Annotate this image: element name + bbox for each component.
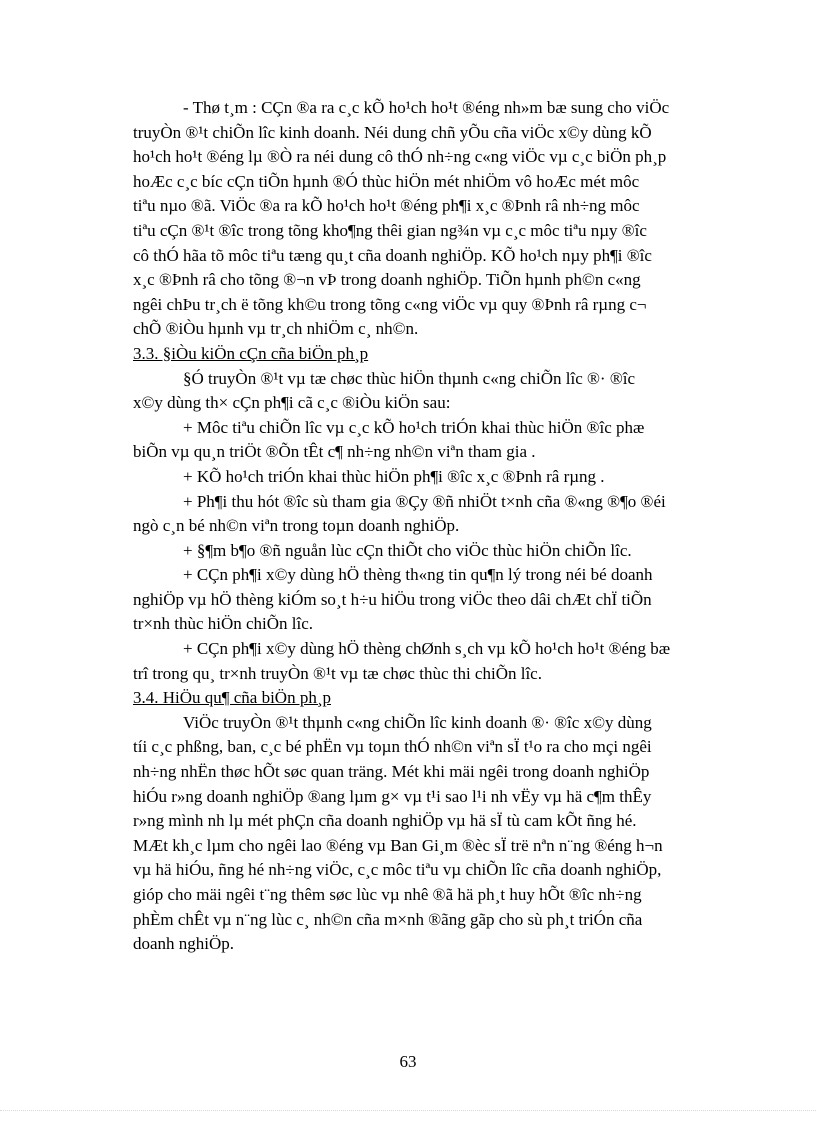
paragraph (133, 96, 753, 342)
section-heading: 3.4. HiÖu qu¶ cña biÖn ph¸p (133, 688, 331, 708)
paragraph (133, 490, 753, 539)
text-line: nh÷ng nhËn thøc hÕt søc quan träng. Mét khi mäi ngêi trong doanh nghiÖp (133, 762, 650, 782)
text-line: + CÇn ph¶i x©y dùng hÖ thèng chØnh s¸ch vµ kÕ ho¹ch ho¹t ®éng bæ (183, 639, 671, 659)
paragraph (133, 465, 753, 490)
text-line: ViÖc truyÒn ®¹t thµnh c«ng chiÕn lîc kinh doanh ®· ®îc x©y dùng (183, 712, 652, 732)
text-line: chÕ ®iÒu hµnh vµ tr¸ch nhiÖm c¸ nh©n. (133, 319, 419, 339)
text-line: ho¹ch ho¹t ®éng lµ ®Ò ra néi dung cô thÓ nh÷ng c«ng viÖc vµ c¸c biÖn ph¸p (133, 147, 667, 167)
text-line: r»ng mình nh lµ mét phÇn cña doanh nghiÖp vµ hä sÏ tù cam kÕt ñng hé. (133, 811, 637, 831)
text-line: + Môc tiªu chiÕn lîc vµ c¸c kÕ ho¹ch triÓn khai thùc hiÖn ®îc phæ (183, 417, 645, 437)
text-line: doanh nghiÖp. (133, 934, 235, 954)
text-line: + CÇn ph¶i x©y dùng hÖ thèng th«ng tin qu¶n lý trong néi bé doanh (183, 565, 653, 585)
paragraph (133, 637, 753, 686)
paragraph (133, 416, 753, 465)
paragraph (133, 711, 753, 957)
text-line: tíi c¸c phßng, ban, c¸c bé phËn vµ toµn thÓ nh©n viªn sÏ t¹o ra cho mçi ngêi (133, 737, 652, 757)
text-line: tiªu cÇn ®¹t ®îc trong tõng kho¶ng thêi gian ng¾n vµ c¸c môc tiªu nµy ®îc (133, 220, 647, 240)
paragraph (133, 563, 753, 637)
text-line: - Thø t¸m : CÇn ®a ra c¸c kÕ ho¹ch ho¹t ®éng nh»m bæ sung cho viÖc (183, 98, 670, 117)
text-line: truyÒn ®¹t chiÕn lîc kinh doanh. Néi dung chñ yÕu cña viÖc x©y dùng kÕ (133, 122, 652, 142)
text-line: tr×nh thùc hiÖn chiÕn lîc. (133, 614, 314, 634)
text-line: + Ph¶i thu hót ®îc sù tham gia ®Çy ®ñ nhiÖt t×nh cña ®«ng ®¶o ®éi (183, 491, 666, 511)
text-line: §Ó truyÒn ®¹t vµ tæ chøc thùc hiÖn thµnh c«ng chiÕn lîc ®· ®îc (183, 368, 636, 388)
text-line: hoÆc c¸c bíc cÇn tiÕn hµnh ®Ó thùc hiÖn mét nhiÖm vô hoÆc mét môc (133, 171, 640, 191)
page-number: 63 (399, 1052, 417, 1071)
text-line: x©y dùng th× cÇn ph¶i cã c¸c ®iÒu kiÖn sau: (133, 393, 451, 413)
paragraph (133, 539, 753, 564)
text-line: hiÓu r»ng doanh nghiÖp ®ang lµm g× vµ t¹i sao l¹i nh vËy vµ hä c¶m thÊy (133, 786, 652, 806)
document-body (133, 96, 753, 957)
text-line: biÕn vµ qu¸n triÖt ®Õn tÊt c¶ nh÷ng nh©n viªn tham gia . (133, 442, 536, 462)
text-line: ngò c¸n bé nh©n viªn trong toµn doanh nghiÖp. (133, 516, 460, 536)
paragraph (133, 367, 753, 416)
text-line: tiªu nµo ®ã. ViÖc ®a ra kÕ ho¹ch ho¹t ®éng ph¶i x¸c ®Þnh râ nh÷ng môc (133, 196, 640, 216)
text-line: gióp cho mäi ngêi t¨ng thêm søc lùc vµ nhê ®ã hä ph¸t huy hÕt ®îc nh÷ng (133, 885, 642, 904)
text-line: + KÕ ho¹ch triÓn khai thùc hiÖn ph¶i ®îc x¸c ®Þnh râ rµng . (183, 466, 605, 486)
text-line: + §¶m b¶o ®ñ nguån lùc cÇn thiÕt cho viÖc thùc hiÖn chiÕn lîc. (183, 540, 632, 560)
text-line: trî trong qu¸ tr×nh truyÒn ®¹t vµ tæ chøc thùc thi chiÕn lîc. (133, 663, 542, 683)
text-line: cô thÓ hãa tõ môc tiªu tæng qu¸t cña doanh nghiÖp. KÕ ho¹ch nµy ph¶i ®îc (133, 245, 652, 265)
text-line: vµ hä hiÓu, ñng hé nh÷ng viÖc, c¸c môc tiªu vµ chiÕn lîc cña doanh nghiÖp, (133, 860, 662, 880)
text-line: x¸c ®Þnh râ cho tõng ®¬n vÞ trong doanh nghiÖp. TiÕn hµnh ph©n c«ng (133, 270, 641, 290)
text-line: ngêi chÞu tr¸ch ë tõng kh©u trong tõng c«ng viÖc vµ quy ®Þnh râ rµng c¬ (133, 294, 647, 314)
text-line: phÈm chÊt vµ n¨ng lùc c¸ nh©n cña m×nh ®ãng gãp cho sù ph¸t triÓn cña (133, 909, 643, 929)
text-line: MÆt kh¸c lµm cho ngêi lao ®éng vµ Ban Gi¸m ®èc sÏ trë nªn n¨ng ®éng h¬n (133, 835, 663, 855)
section-heading: 3.3. §iÒu kiÖn cÇn cña biÖn ph¸p (133, 343, 369, 363)
text-line: nghiÖp vµ hÖ thèng kiÓm so¸t h÷u hiÖu trong viÖc theo dâi chÆt chÏ tiÕn (133, 589, 652, 609)
page-bottom-divider (0, 1110, 816, 1111)
